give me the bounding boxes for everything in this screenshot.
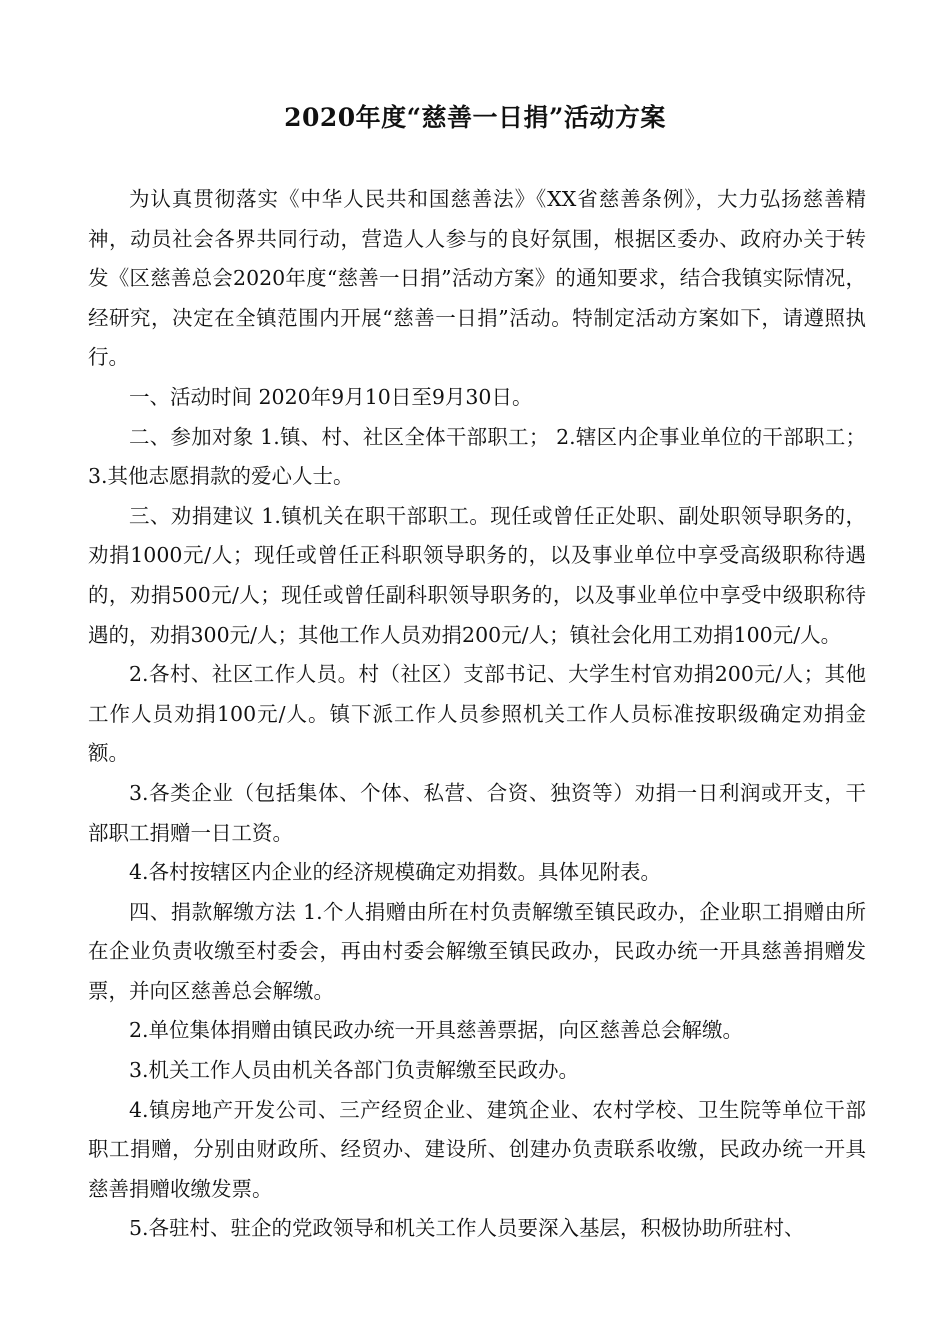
paragraph-payment-method: 四、捐款解缴方法 1.个人捐赠由所在村负责解缴至镇民政办，企业职工捐赠由所在企业负责收缴至村委会，再由村委会解缴至镇民政办，民政办统一开具慈善捐赠发票，并向区慈善总会解缴。 <box>88 899 866 1003</box>
paragraph-participants: 二、参加对象 1.镇、村、社区全体干部职工； 2.辖区内企事业单位的干部职工； 3.其他志愿捐款的爱心人士。 <box>88 424 866 489</box>
paragraph-unit-donation: 2.单位集体捐赠由镇民政办统一开具慈善票据，向区慈善总会解缴。 <box>129 1018 744 1043</box>
paragraph-village-staff: 2.各村、社区工作人员。村（社区）支部书记、大学生村官劝捐200元/人；其他工作人员劝捐100元/人。镇下派工作人员参照机关工作人员标准按职级确定劝捐金额。 <box>88 662 866 766</box>
paragraph-activity-time: 一、活动时间 2020年9月10日至9月30日。 <box>129 384 533 409</box>
paragraph-village-quota: 4.各村按辖区内企业的经济规模确定劝捐数。具体见附表。 <box>129 860 662 885</box>
paragraph-government-staff: 3.机关工作人员由机关各部门负责解缴至民政办。 <box>129 1058 580 1083</box>
document-body <box>88 180 866 1249</box>
paragraph-enterprises: 3.各类企业（包括集体、个体、私营、合资、独资等）劝捐一日利润或开支，干部职工捐赠一日工资。 <box>88 780 866 845</box>
paragraph-resident-officials: 5.各驻村、驻企的党政领导和机关工作人员要深入基层，积极协助所驻村、 <box>129 1216 805 1241</box>
document-title: 2020年度“慈善一日捐”活动方案 <box>284 103 666 132</box>
paragraph-donation-suggestion: 三、劝捐建议 1.镇机关在职干部职工。现任或曾任正处职、副处职领导职务的，劝捐1000元/人；现任或曾任正科职领导职务的，以及事业单位中享受高级职称待遇的，劝捐500元/人；现任或曾任副科职领导职务的，以及事业单位中享受中级职称待遇的，劝捐300元/人；其他工作人员劝捐200元/人；镇社会化用工劝捐100元/人。 <box>88 503 866 647</box>
paragraph-township-units: 4.镇房地产开发公司、三产经贸企业、建筑企业、农村学校、卫生院等单位干部职工捐赠，分别由财政所、经贸办、建设所、创建办负责联系收缴，民政办统一开具慈善捐赠收缴发票。 <box>88 1097 866 1201</box>
paragraph-intro: 为认真贯彻落实《中华人民共和国慈善法》《XX省慈善条例》，大力弘扬慈善精神，动员社会各界共同行动，营造人人参与的良好氛围，根据区委办、政府办关于转发《区慈善总会2020年度“慈善一日捐”活动方案》的通知要求，结合我镇实际情况，经研究，决定在全镇范围内开展“慈善一日捐”活动。特制定活动方案如下，请遵照执行。 <box>88 187 866 370</box>
